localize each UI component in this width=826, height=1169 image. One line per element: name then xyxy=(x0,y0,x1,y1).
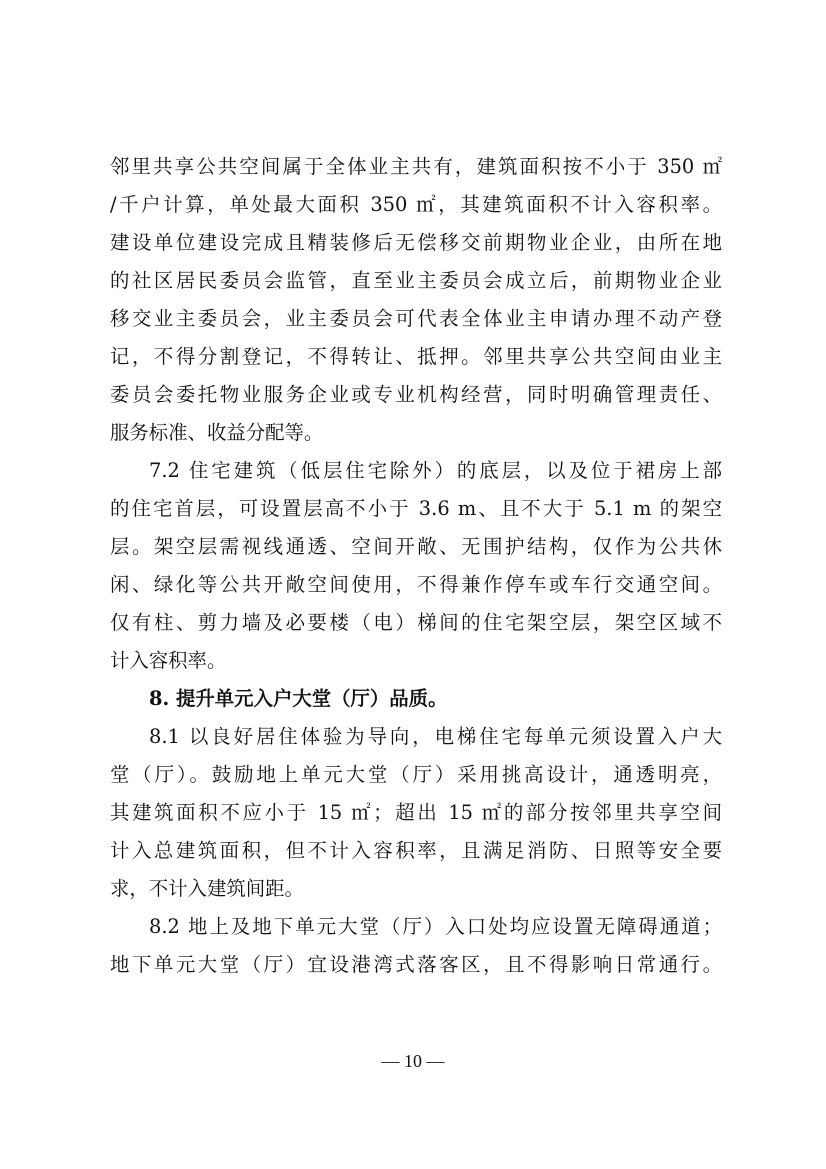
paragraph-shared-space xyxy=(110,148,722,452)
text-line: 移交业主委员会，业主委员会可代表全体业主申请办理不动产登 xyxy=(110,307,722,330)
text-line: 邻里共享公共空间属于全体业主共有，建筑面积按不小于 350 ㎡ xyxy=(110,155,722,178)
text-line: 的社区居民委员会监管，直至业主委员会成立后，前期物业企业 xyxy=(110,269,722,292)
text-line: 记，不得分割登记，不得转让、抵押。邻里共享公共空间由业主 xyxy=(110,345,722,368)
text-line: 8.1 以良好居住体验为导向，电梯住宅每单元须设置入户大 xyxy=(149,725,722,748)
text-line: 服务标准、收益分配等。 xyxy=(110,421,324,444)
text-line: 堂（厅）。鼓励地上单元大堂（厅）采用挑高设计，通透明亮， xyxy=(110,763,722,786)
section-heading-8 xyxy=(110,680,722,718)
text-line: 闲、绿化等公共开敞空间使用，不得兼作停车或车行交通空间。 xyxy=(110,573,722,596)
text-line: 层。架空层需视线通透、空间开敞、无围护结构，仅作为公共休 xyxy=(110,535,722,558)
paragraph-8-2 xyxy=(110,908,722,984)
text-line: 仅有柱、剪力墙及必要楼（电）梯间的住宅架空层，架空区域不 xyxy=(110,611,722,634)
page-number: — 10 — xyxy=(381,1051,445,1071)
text-line: 求，不计入建筑间距。 xyxy=(110,877,304,900)
paragraph-8-1 xyxy=(110,718,722,908)
paragraph-7-2 xyxy=(110,452,722,680)
text-line: 7.2 住宅建筑（低层住宅除外）的底层，以及位于裙房上部 xyxy=(149,459,722,482)
text-line: 委员会委托物业服务企业或专业机构经营，同时明确管理责任、 xyxy=(110,383,722,406)
text-line: 其建筑面积不应小于 15 ㎡；超出 15 ㎡的部分按邻里共享空间 xyxy=(110,801,722,824)
text-line: /千户计算，单处最大面积 350 ㎡，其建筑面积不计入容积率。 xyxy=(110,193,722,216)
text-line: 计入总建筑面积，但不计入容积率，且满足消防、日照等安全要 xyxy=(110,839,722,862)
document-body xyxy=(110,148,722,984)
heading-line: 8. 提升单元入户大堂（厅）品质。 xyxy=(149,687,448,710)
text-line: 8.2 地上及地下单元大堂（厅）入口处均应设置无障碍通道； xyxy=(149,915,722,938)
text-line: 的住宅首层，可设置层高不小于 3.6 m、且不大于 5.1 m 的架空 xyxy=(110,497,722,520)
text-line: 建设单位建设完成且精装修后无偿移交前期物业企业，由所在地 xyxy=(110,231,722,254)
text-line: 地下单元大堂（厅）宜设港湾式落客区，且不得影响日常通行。 xyxy=(110,953,722,976)
text-line: 计入容积率。 xyxy=(110,649,227,672)
